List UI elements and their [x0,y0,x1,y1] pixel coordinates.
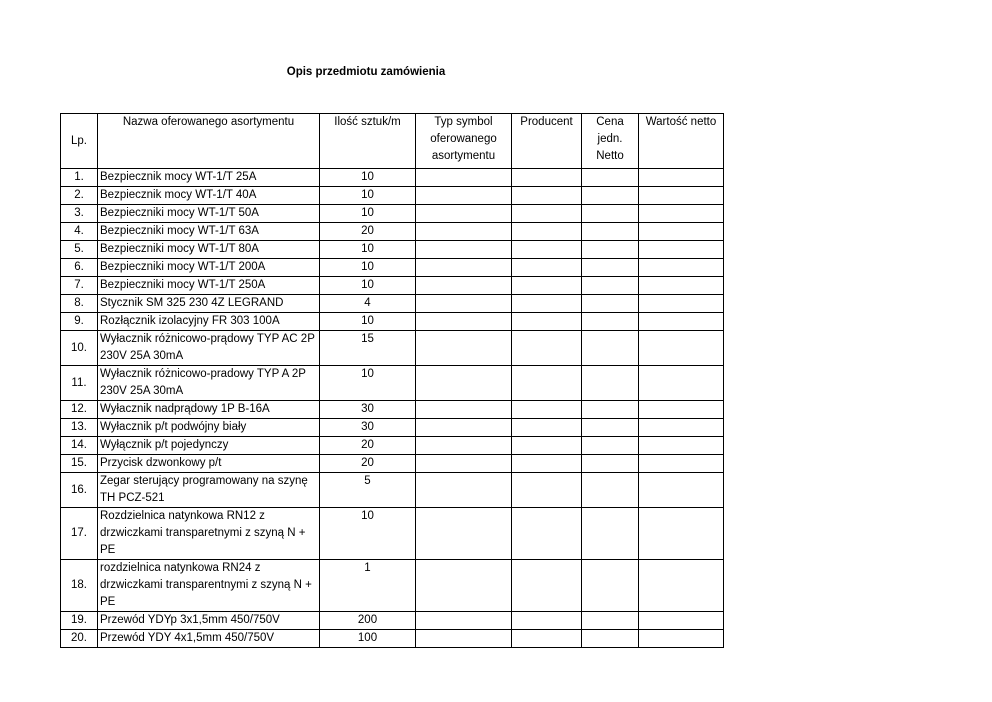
row-lp: 3. [61,205,98,223]
header-net-value: Wartość netto [639,114,724,169]
row-qty: 20 [320,437,416,455]
row-producer-cell [512,331,582,366]
row-name: Wyłacznik różnicowo-prądowy TYP AC 2P 230V 25A 30mA [98,331,320,366]
row-net-value-cell [639,455,724,473]
row-type-cell [416,277,512,295]
row-producer-cell [512,223,582,241]
row-type-cell [416,241,512,259]
table-row [61,169,724,187]
table-row [61,331,724,366]
row-name: rozdzielnica natynkowa RN24 z drzwiczkami transparentnymi z szyną N + PE [98,560,320,612]
header-producer: Producent [512,114,582,169]
row-net-value-cell [639,277,724,295]
row-type-cell [416,437,512,455]
row-name: Przewód YDYp 3x1,5mm 450/750V [98,612,320,630]
row-type-cell [416,187,512,205]
row-producer-cell [512,277,582,295]
table-row [61,508,724,560]
row-net-value-cell [639,401,724,419]
row-lp: 15. [61,455,98,473]
row-qty: 5 [320,473,416,508]
row-qty: 10 [320,313,416,331]
row-producer-cell [512,169,582,187]
row-name: Rozdzielnica natynkowa RN12 z drzwiczkami transparetnymi z szyną N + PE [98,508,320,560]
row-net-value-cell [639,630,724,648]
table-row [61,437,724,455]
header-qty: Ilość sztuk/m [320,114,416,169]
row-name: Bezpiecznik mocy WT-1/T 40A [98,187,320,205]
row-lp: 6. [61,259,98,277]
row-producer-cell [512,205,582,223]
row-type-cell [416,612,512,630]
row-producer-cell [512,259,582,277]
table-row [61,295,724,313]
header-name: Nazwa oferowanego asortymentu [98,114,320,169]
table-row [61,187,724,205]
document-title-text: Opis przedmiotu zamówienia [286,66,446,78]
row-unit-price-cell [582,277,639,295]
table-row [61,612,724,630]
table-row [61,419,724,437]
row-unit-price-cell [582,241,639,259]
row-producer-cell [512,437,582,455]
row-net-value-cell [639,205,724,223]
row-net-value-cell [639,366,724,401]
row-net-value-cell [639,437,724,455]
row-lp: 11. [61,366,98,401]
table-row [61,455,724,473]
table-row [61,366,724,401]
table-row [61,560,724,612]
row-lp: 9. [61,313,98,331]
row-net-value-cell [639,295,724,313]
row-lp: 7. [61,277,98,295]
row-qty: 10 [320,277,416,295]
row-producer-cell [512,241,582,259]
row-lp: 18. [61,560,98,612]
row-type-cell [416,205,512,223]
row-qty: 10 [320,366,416,401]
row-unit-price-cell [582,455,639,473]
row-unit-price-cell [582,630,639,648]
table-row [61,259,724,277]
row-unit-price-cell [582,419,639,437]
row-unit-price-cell [582,205,639,223]
row-type-cell [416,630,512,648]
row-name: Wyłącznik p/t pojedynczy [98,437,320,455]
table-body [61,169,724,648]
row-lp: 8. [61,295,98,313]
header-unit-price: Cena jedn. Netto [582,114,639,169]
row-lp: 16. [61,473,98,508]
row-name: Stycznik SM 325 230 4Z LEGRAND [98,295,320,313]
row-type-cell [416,295,512,313]
row-unit-price-cell [582,366,639,401]
row-unit-price-cell [582,612,639,630]
row-unit-price-cell [582,187,639,205]
document-title [0,66,732,78]
row-unit-price-cell [582,295,639,313]
row-qty: 4 [320,295,416,313]
row-type-cell [416,259,512,277]
row-producer-cell [512,313,582,331]
table-row [61,401,724,419]
order-table [60,113,724,648]
row-qty: 30 [320,401,416,419]
row-net-value-cell [639,187,724,205]
row-qty: 200 [320,612,416,630]
row-qty: 10 [320,205,416,223]
row-name: Wyłacznik p/t podwójny biały [98,419,320,437]
table-row [61,473,724,508]
row-lp: 17. [61,508,98,560]
row-qty: 10 [320,241,416,259]
row-type-cell [416,473,512,508]
row-name: Wyłacznik nadprądowy 1P B-16A [98,401,320,419]
row-net-value-cell [639,223,724,241]
row-producer-cell [512,455,582,473]
row-qty: 10 [320,187,416,205]
row-net-value-cell [639,612,724,630]
row-unit-price-cell [582,473,639,508]
row-lp: 10. [61,331,98,366]
row-unit-price-cell [582,401,639,419]
row-unit-price-cell [582,259,639,277]
row-type-cell [416,223,512,241]
row-producer-cell [512,630,582,648]
row-name: Bezpieczniki mocy WT-1/T 50A [98,205,320,223]
row-type-cell [416,508,512,560]
row-type-cell [416,313,512,331]
table-row [61,630,724,648]
row-net-value-cell [639,419,724,437]
row-type-cell [416,169,512,187]
row-unit-price-cell [582,560,639,612]
row-producer-cell [512,295,582,313]
row-unit-price-cell [582,437,639,455]
header-lp: Lp. [61,114,98,169]
row-net-value-cell [639,313,724,331]
row-name: Bezpieczniki mocy WT-1/T 63A [98,223,320,241]
row-qty: 30 [320,419,416,437]
row-lp: 4. [61,223,98,241]
row-qty: 15 [320,331,416,366]
row-producer-cell [512,401,582,419]
table-row [61,241,724,259]
row-name: Rozłącznik izolacyjny FR 303 100A [98,313,320,331]
row-producer-cell [512,187,582,205]
row-name: Przycisk dzwonkowy p/t [98,455,320,473]
row-name: Bezpieczniki mocy WT-1/T 200A [98,259,320,277]
row-net-value-cell [639,331,724,366]
row-qty: 1 [320,560,416,612]
row-unit-price-cell [582,508,639,560]
row-lp: 2. [61,187,98,205]
row-qty: 20 [320,455,416,473]
row-net-value-cell [639,259,724,277]
row-lp: 19. [61,612,98,630]
row-net-value-cell [639,560,724,612]
row-lp: 1. [61,169,98,187]
row-type-cell [416,455,512,473]
row-name: Bezpieczniki mocy WT-1/T 80A [98,241,320,259]
row-unit-price-cell [582,169,639,187]
row-type-cell [416,331,512,366]
table-row [61,277,724,295]
row-unit-price-cell [582,331,639,366]
row-lp: 12. [61,401,98,419]
row-qty: 100 [320,630,416,648]
row-qty: 10 [320,259,416,277]
row-name: Przewód YDY 4x1,5mm 450/750V [98,630,320,648]
row-net-value-cell [639,508,724,560]
row-name: Bezpieczniki mocy WT-1/T 250A [98,277,320,295]
row-name: Zegar sterujący programowany na szynę TH PCZ-521 [98,473,320,508]
row-net-value-cell [639,169,724,187]
row-unit-price-cell [582,313,639,331]
row-producer-cell [512,612,582,630]
row-lp: 14. [61,437,98,455]
row-type-cell [416,560,512,612]
row-lp: 20. [61,630,98,648]
row-qty: 20 [320,223,416,241]
row-unit-price-cell [582,223,639,241]
row-name: Bezpiecznik mocy WT-1/T 25A [98,169,320,187]
table-row [61,313,724,331]
row-producer-cell [512,473,582,508]
row-lp: 5. [61,241,98,259]
row-lp: 13. [61,419,98,437]
row-net-value-cell [639,473,724,508]
row-name: Wyłacznik różnicowo-pradowy TYP A 2P 230V 25A 30mA [98,366,320,401]
row-net-value-cell [639,241,724,259]
row-producer-cell [512,419,582,437]
row-producer-cell [512,366,582,401]
row-qty: 10 [320,508,416,560]
row-type-cell [416,401,512,419]
row-type-cell [416,366,512,401]
table-row [61,223,724,241]
table-header-row [61,114,724,169]
header-type: Typ symbol oferowanego asortymentu [416,114,512,169]
table-row [61,205,724,223]
row-type-cell [416,419,512,437]
row-producer-cell [512,508,582,560]
row-qty: 10 [320,169,416,187]
row-producer-cell [512,560,582,612]
